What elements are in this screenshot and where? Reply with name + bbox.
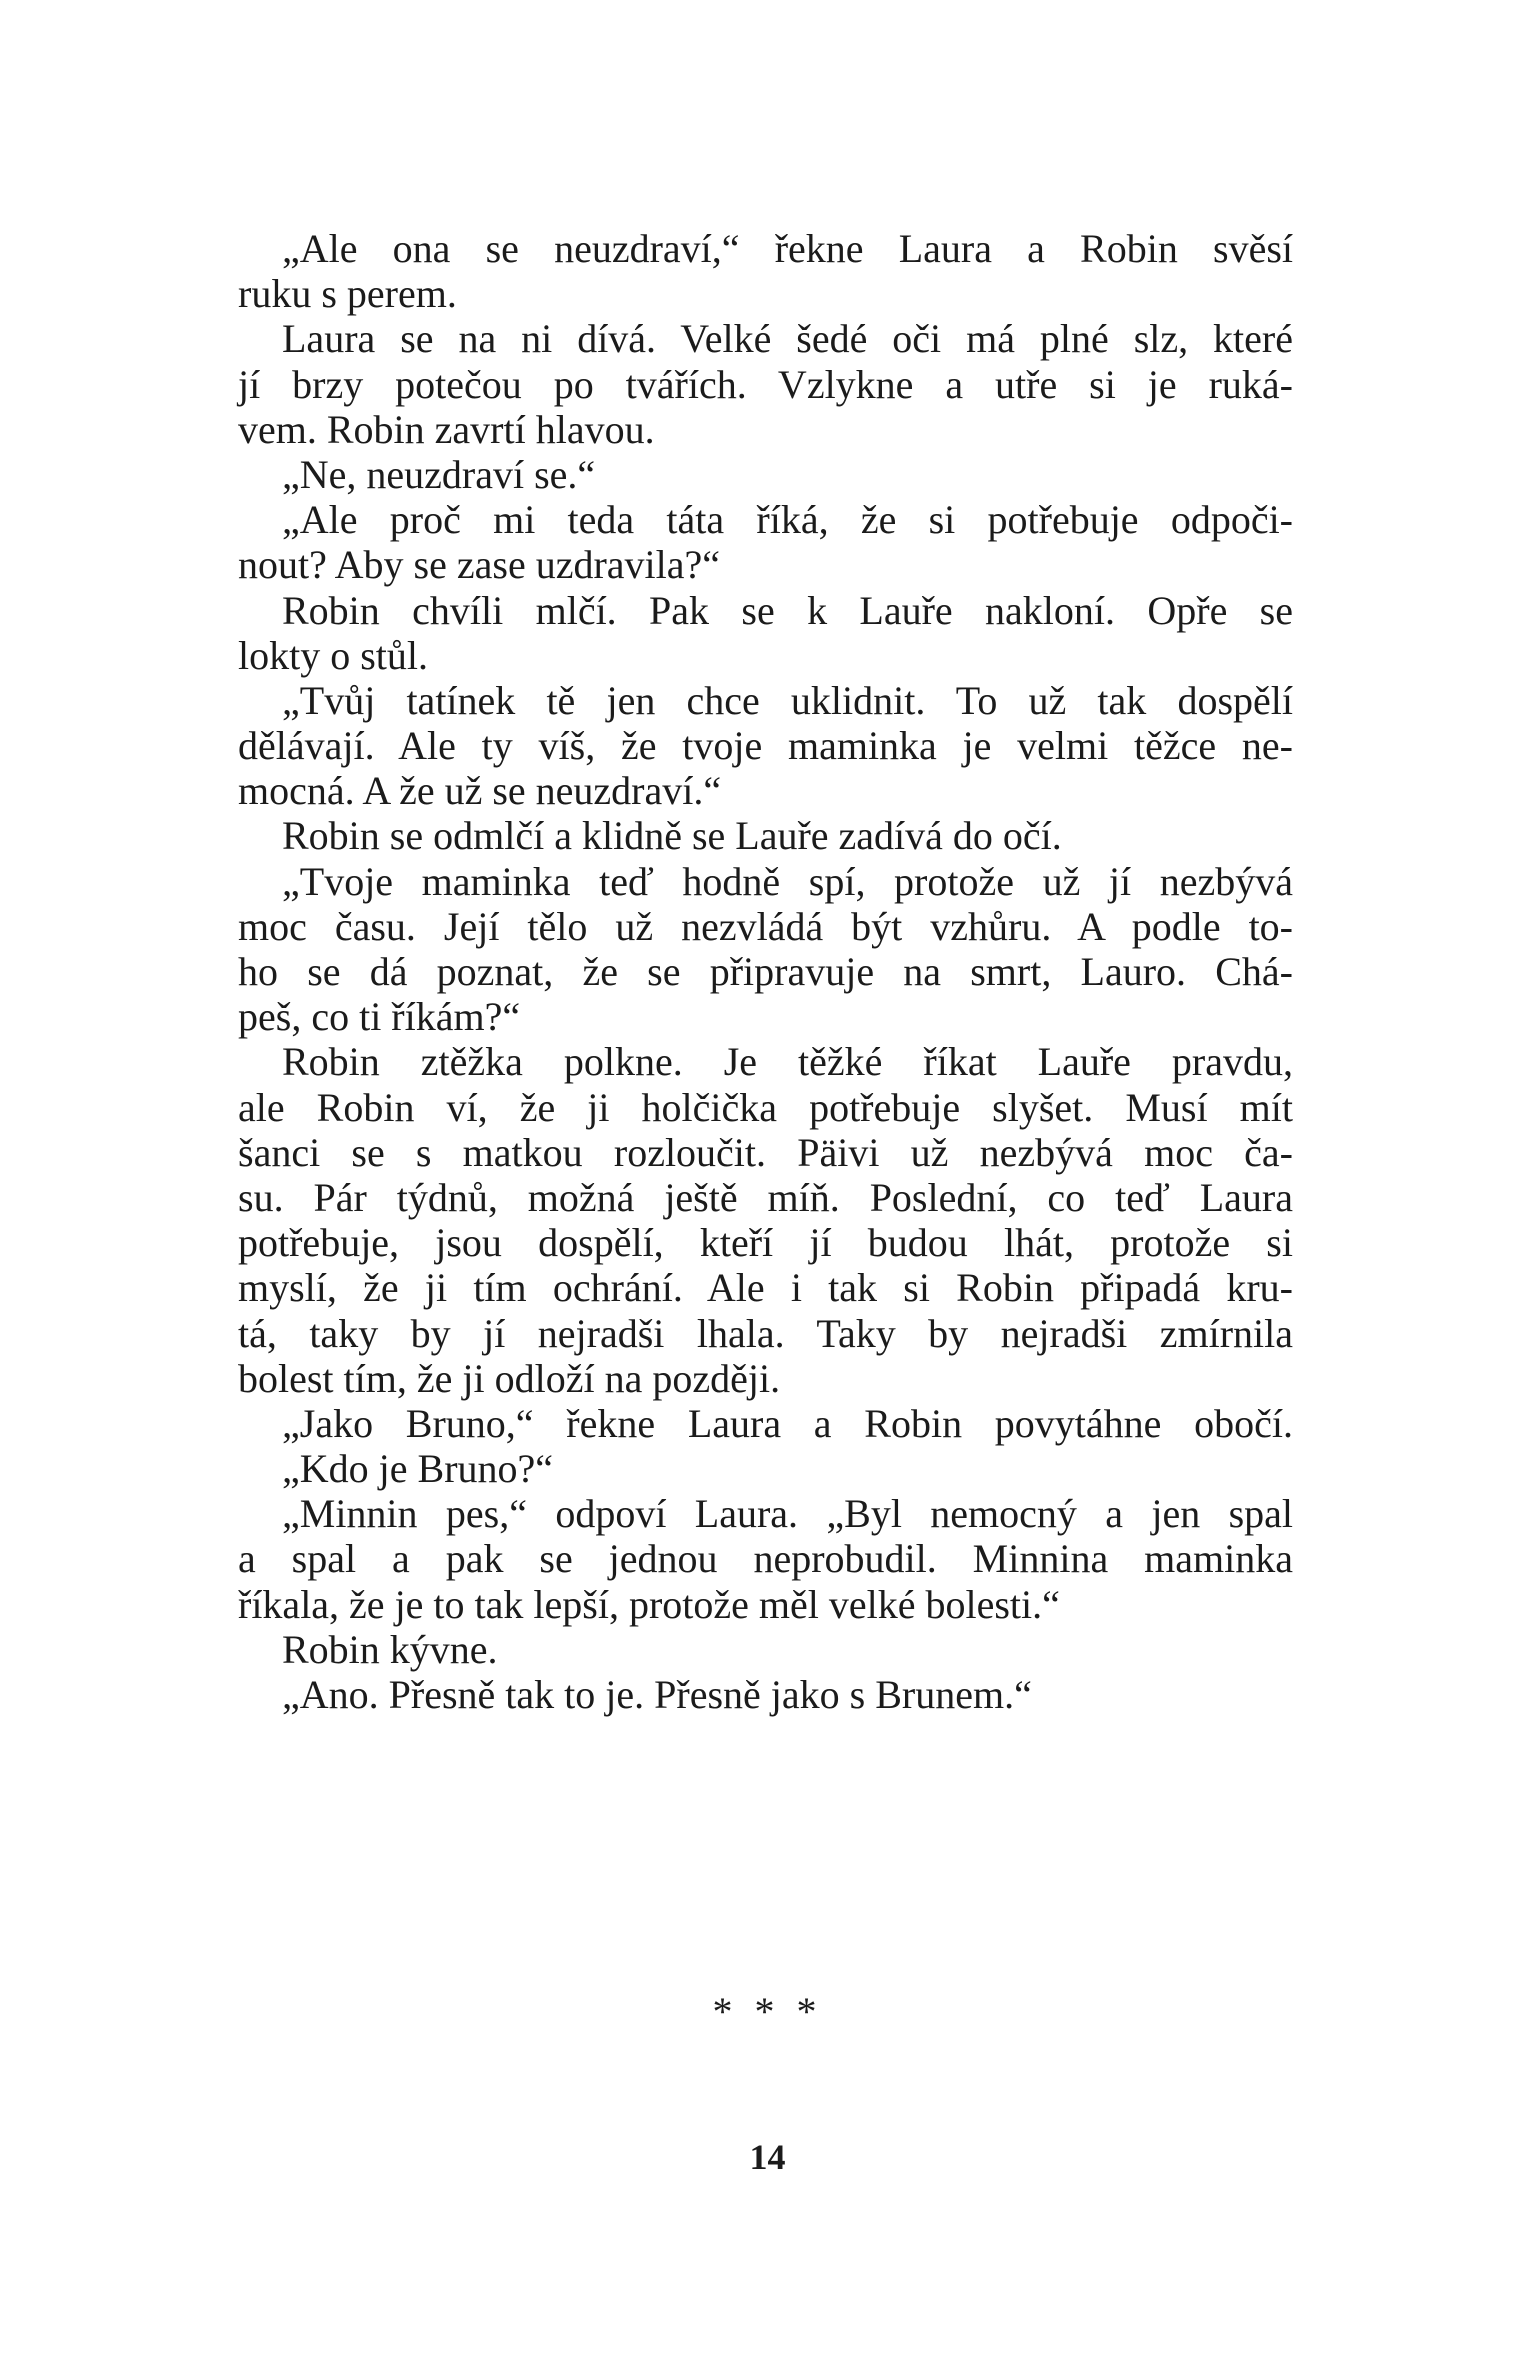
text-line: ale Robin ví, že ji holčička potřebuje slyšet. Musí mít <box>238 1084 1293 1130</box>
body-text <box>238 226 1293 1717</box>
text-line: dělávají. Ale ty víš, že tvoje maminka je velmi těžce ne- <box>238 723 1293 769</box>
text-line: „Kdo je Bruno?“ <box>282 1446 554 1492</box>
text-line: říkala, že je to tak lepší, protože měl velké bolesti.“ <box>238 1581 1060 1627</box>
text-line: lokty o stůl. <box>238 632 429 678</box>
text-line: mocná. A že už se neuzdraví.“ <box>238 768 722 814</box>
text-line: „Ano. Přesně tak to je. Přesně jako s Brunem.“ <box>282 1672 1032 1717</box>
text-line: Laura se na ni dívá. Velké šedé oči má plné slz, které <box>282 316 1293 362</box>
text-line: peš, co ti říkám?“ <box>238 994 521 1040</box>
text-line: ho se dá poznat, že se připravuje na smrt, Lauro. Chá- <box>238 949 1293 994</box>
text-line: jí brzy potečou po tvářích. Vzlykne a utře si je ruká- <box>238 361 1293 407</box>
text-line: ruku s perem. <box>238 271 457 317</box>
text-line: „Ale ona se neuzdraví,“ řekne Laura a Robin svěsí <box>282 226 1293 271</box>
text-line: Robin ztěžka polkne. Je těžké říkat Lauře pravdu, <box>282 1039 1293 1085</box>
text-line: nout? Aby se zase uzdravila?“ <box>238 542 721 588</box>
text-line: potřebuje, jsou dospělí, kteří jí budou lhát, protože si <box>238 1220 1293 1266</box>
text-line: „Ale proč mi teda táta říká, že si potřebuje odpoči- <box>282 497 1293 543</box>
text-line: „Tvoje maminka teď hodně spí, protože už jí nezbývá <box>282 858 1293 904</box>
text-line: moc času. Její tělo už nezvládá být vzhůru. A podle to- <box>238 903 1293 949</box>
text-line: Robin se odmlčí a klidně se Lauře zadívá do očí. <box>282 813 1062 859</box>
text-line: vem. Robin zavrtí hlavou. <box>238 406 655 452</box>
text-line: „Ne, neuzdraví se.“ <box>282 451 596 497</box>
text-line: bolest tím, že ji odloží na později. <box>238 1355 781 1401</box>
text-line: myslí, že ji tím ochrání. Ale i tak si Robin připadá kru- <box>238 1265 1293 1311</box>
text-line: „Jako Bruno,“ řekne Laura a Robin povytáhne obočí. <box>282 1400 1293 1446</box>
text-line: su. Pár týdnů, možná ještě míň. Poslední, co teď Laura <box>238 1174 1293 1220</box>
text-line: a spal a pak se jednou neprobudil. Minnina maminka <box>238 1536 1293 1582</box>
section-separator: * * * <box>712 1989 823 2034</box>
text-line: Robin chvíli mlčí. Pak se k Lauře nakloní. Opře se <box>282 587 1293 633</box>
text-line: tá, taky by jí nejradši lhala. Taky by nejradši zmírnila <box>238 1310 1293 1356</box>
text-line: „Tvůj tatínek tě jen chce uklidnit. To už tak dospělí <box>282 677 1293 723</box>
text-line: Robin kývne. <box>282 1626 498 1672</box>
text-line: šanci se s matkou rozloučit. Päivi už nezbývá moc ča- <box>238 1129 1293 1175</box>
text-line: „Minnin pes,“ odpoví Laura. „Byl nemocný a jen spal <box>282 1491 1293 1537</box>
page-number: 14 <box>749 2137 786 2177</box>
